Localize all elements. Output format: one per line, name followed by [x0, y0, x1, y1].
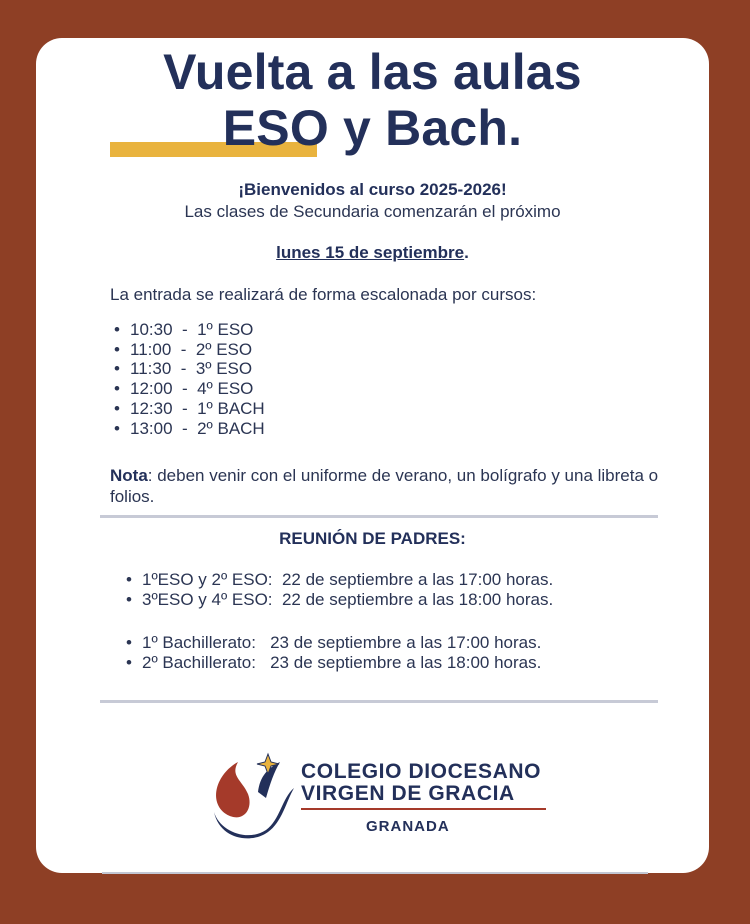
entry-schedule-list	[110, 320, 265, 438]
logo-line-3: GRANADA	[366, 818, 450, 835]
divider	[100, 515, 658, 518]
list-item: • 1º Bachillerato: 23 de septiembre a las 17:00 horas.	[122, 633, 541, 653]
list-item: • 1ºESO y 2º ESO: 22 de septiembre a las 17:00 horas.	[122, 570, 553, 590]
bach-meetings-list	[122, 633, 541, 672]
title-line-1: Vuelta a las aulas	[163, 44, 582, 100]
announcement-card	[36, 38, 709, 873]
list-item: • 2º Bachillerato: 23 de septiembre a las 18:00 horas.	[122, 653, 541, 673]
entrada-text: La entrada se realizará de forma escalonada por cursos:	[110, 285, 537, 304]
list-item: • 3ºESO y 4º ESO: 22 de septiembre a las 18:00 horas.	[122, 590, 553, 610]
welcome-text: ¡Bienvenidos al curso 2025-2026!	[238, 180, 507, 199]
note-body: : deben venir con el uniforme de verano, un bolígrafo y una libreta o folios.	[110, 466, 659, 506]
logo-rule	[301, 808, 546, 810]
logo-line-2: VIRGEN DE GRACIA	[301, 782, 515, 805]
note-label: Nota	[110, 466, 148, 485]
start-date	[36, 243, 709, 263]
meetings-title: REUNIÓN DE PADRES:	[279, 529, 466, 548]
list-item: • 10:30 - 1º ESO	[110, 320, 265, 340]
divider	[100, 700, 658, 703]
list-item: • 12:00 - 4º ESO	[110, 379, 265, 399]
classes-start-text: Las clases de Secundaria comenzarán el próximo	[184, 202, 561, 221]
title-line-2: ESO y Bach.	[222, 100, 523, 156]
start-date-period: .	[464, 243, 469, 262]
list-item: • 11:30 - 3º ESO	[110, 359, 265, 379]
bottom-rule	[102, 872, 648, 874]
list-item: • 11:00 - 2º ESO	[110, 340, 265, 360]
list-item: • 13:00 - 2º BACH	[110, 419, 265, 439]
note-text	[110, 465, 670, 507]
start-date-text: lunes 15 de septiembre	[276, 243, 465, 262]
logo-line-1: COLEGIO DIOCESANO	[301, 760, 542, 783]
list-item: • 12:30 - 1º BACH	[110, 399, 265, 419]
eso-meetings-list	[122, 570, 553, 609]
